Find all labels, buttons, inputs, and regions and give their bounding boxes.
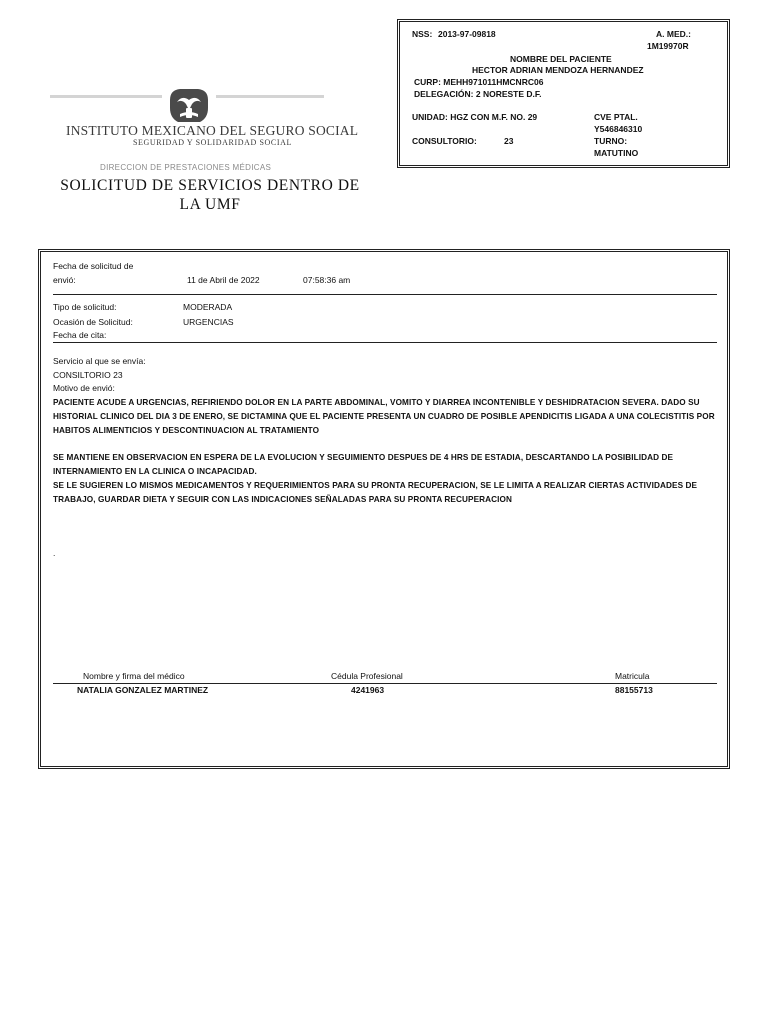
fecha-value: 11 de Abril de 2022 bbox=[187, 275, 260, 285]
nss-label: NSS: bbox=[412, 29, 433, 39]
divider-signature bbox=[53, 683, 717, 684]
cve-value: Y546846310 bbox=[594, 124, 643, 134]
matricula-label: Matricula bbox=[615, 671, 650, 681]
document-title-line2: LA UMF bbox=[179, 196, 241, 213]
divider-1 bbox=[53, 294, 717, 295]
amed-value: 1M19970R bbox=[647, 41, 689, 51]
patient-info-box bbox=[399, 21, 728, 166]
cve-label: CVE PTAL. bbox=[594, 112, 638, 122]
unidad-line: UNIDAD: HGZ CON M.F. NO. 29 bbox=[412, 112, 538, 122]
motivo-label: Motivo de envió: bbox=[53, 383, 115, 393]
patient-name-label: NOMBRE DEL PACIENTE bbox=[510, 54, 612, 64]
divider-2 bbox=[53, 342, 717, 343]
delegacion-line: DELEGACIÓN: 2 NORESTE D.F. bbox=[414, 89, 542, 99]
turno-label: TURNO: bbox=[594, 136, 628, 146]
logo-rule-right bbox=[216, 95, 324, 98]
patient-name-value: HECTOR ADRIAN MENDOZA HERNANDEZ bbox=[472, 65, 644, 75]
servicio-value: CONSILTORIO 23 bbox=[53, 370, 123, 380]
consultorio-value: 23 bbox=[504, 136, 514, 146]
tipo-label: Tipo de solicitud: bbox=[53, 302, 117, 312]
motivo-paragraph-2: SE MANTIENE EN OBSERVACION EN ESPERA DE LA EVOLUCION Y SEGUIMIENTO DESPUES DE 4 HRS DE ESTADIA, DESCARTANDO LA POSIBILIDAD DE INTERNAMIENTO EN LA CLINICA O INCAPACIDAD. bbox=[53, 453, 674, 476]
cedula-label: Cédula Profesional bbox=[331, 671, 403, 681]
institution-motto: SEGURIDAD Y SOLIDARIDAD SOCIAL bbox=[133, 138, 292, 147]
direction-label: DIRECCION DE PRESTACIONES MÉDICAS bbox=[100, 163, 272, 172]
institution-name: INSTITUTO MEXICANO DEL SEGURO SOCIAL bbox=[66, 123, 359, 138]
curp-line: CURP: MEHH971011HMCNRC06 bbox=[414, 77, 544, 87]
ocasion-value: URGENCIAS bbox=[183, 317, 234, 327]
tipo-value: MODERADA bbox=[183, 302, 233, 312]
amed-label: A. MED.: bbox=[656, 29, 691, 39]
doctor-name-value: NATALIA GONZALEZ MARTINEZ bbox=[77, 685, 209, 695]
imss-eagle-logo-icon bbox=[166, 86, 212, 126]
motivo-paragraph-3: SE LE SUGIEREN LO MISMOS MEDICAMENTOS Y REQUERIMIENTOS PARA SU PRONTA RECUPERACION, SE LE LIMITA A REALIZAR CIERTAS ACTIVIDADES DE TRABAJO, GUARDAR DIETA Y SEGUIR CON LAS INDICACIONES SEÑALADAS PARA SU PRONTA RECUPERACION bbox=[53, 481, 698, 504]
turno-value: MATUTINO bbox=[594, 148, 639, 158]
motivo-paragraph-1: PACIENTE ACUDE A URGENCIAS, REFIRIENDO DOLOR EN LA PARTE ABDOMINAL, VOMITO Y DIARREA INCONTENIBLE Y DESHIDRATACION SEVERA. DADO SU HISTORIAL CLINICO DEL DIA 3 DE ENERO, SE DICTAMINA QUE EL PACIENTE PRESENTA UN CUADRO DE POSIBLE APENDICITIS LIGADA A UNA COLECISTITIS POR HABITOS ALIMENTICIOS Y DESCONTINUACION AL TRATAMIENTO bbox=[53, 398, 715, 435]
logo-rule-left bbox=[50, 95, 162, 98]
fecha-label-line2: envió: bbox=[53, 275, 76, 285]
cita-label: Fecha de cita: bbox=[53, 330, 107, 340]
doctor-name-label: Nombre y firma del médico bbox=[83, 671, 185, 681]
nss-value: 2013-97-09818 bbox=[438, 29, 496, 39]
document-title bbox=[40, 176, 380, 214]
document-title-line1: SOLICITUD DE SERVICIOS DENTRO DE bbox=[60, 177, 360, 194]
matricula-value: 88155713 bbox=[615, 685, 653, 695]
request-form-box bbox=[40, 251, 728, 767]
consultorio-label: CONSULTORIO: bbox=[412, 136, 477, 146]
ocasion-label: Ocasión de Solicitud: bbox=[53, 317, 133, 327]
trailing-dot: . bbox=[53, 548, 56, 558]
hora-value: 07:58:36 am bbox=[303, 275, 351, 285]
servicio-label: Servicio al que se envía: bbox=[53, 356, 146, 366]
cedula-value: 4241963 bbox=[351, 685, 385, 695]
fecha-label-line1: Fecha de solicitud de bbox=[53, 261, 134, 271]
